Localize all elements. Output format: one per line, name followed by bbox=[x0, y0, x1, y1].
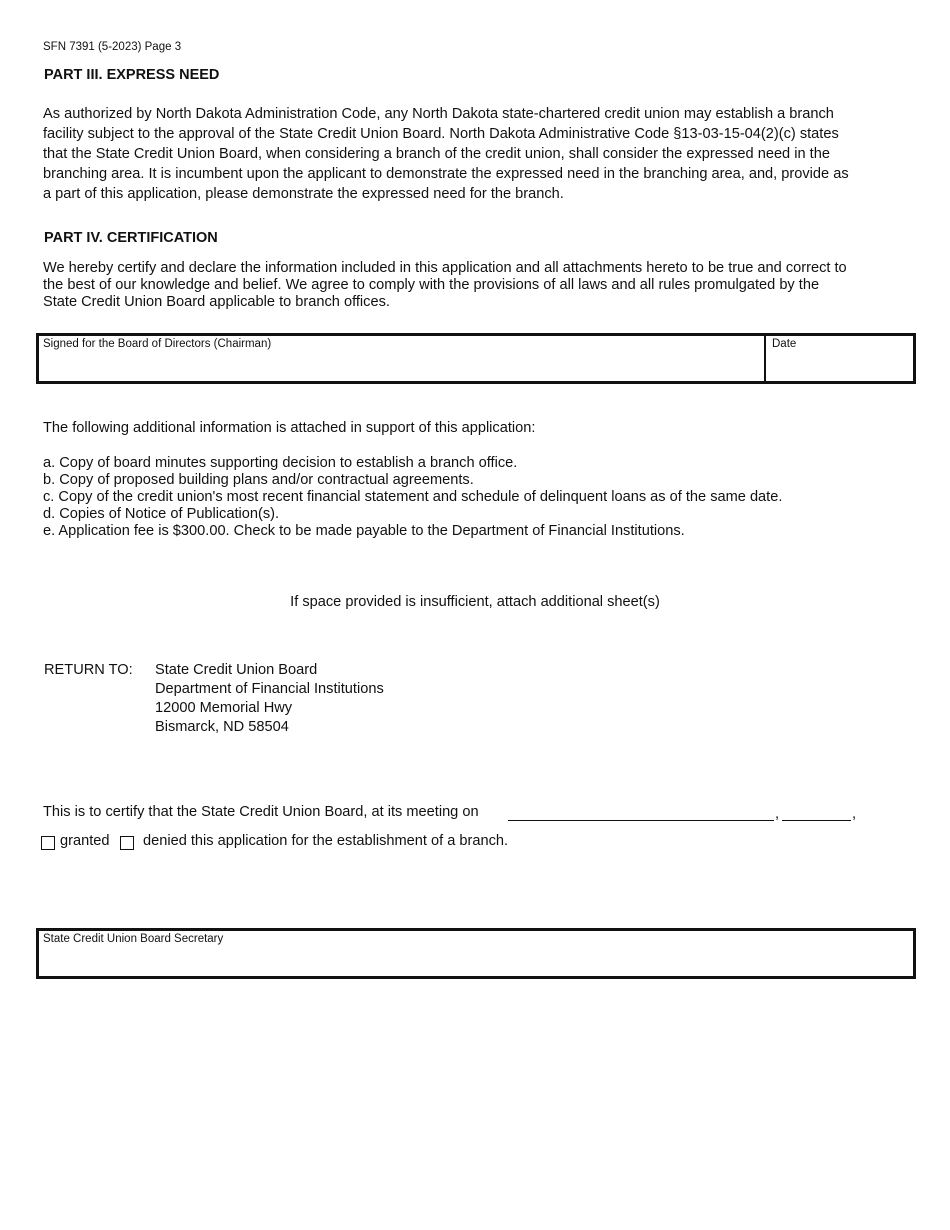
part-iv-paragraph bbox=[43, 260, 908, 311]
secretary-label: State Credit Union Board Secretary bbox=[43, 933, 224, 945]
part-iii-line: that the State Credit Union Board, when considering a branch of the credit union, shall consider the expressed need in the bbox=[43, 146, 830, 162]
part-iii-paragraph bbox=[43, 104, 908, 204]
part-iv-line: We hereby certify and declare the information included in this application and all attachments hereto to be true and correct to bbox=[43, 260, 847, 276]
insufficient-space-note: If space provided is insufficient, attach additional sheet(s) bbox=[290, 594, 660, 610]
part-iii-title: PART III. EXPRESS NEED bbox=[44, 67, 220, 83]
address-line: State Credit Union Board bbox=[155, 662, 318, 678]
address-line: Department of Financial Institutions bbox=[155, 681, 384, 697]
return-address bbox=[155, 661, 384, 737]
date-label: Date bbox=[772, 338, 797, 350]
attachments-list bbox=[43, 455, 782, 540]
denied-checkbox[interactable] bbox=[120, 836, 134, 850]
granted-label: granted bbox=[60, 833, 110, 849]
list-item: d. Copies of Notice of Publication(s). bbox=[43, 506, 280, 522]
signature-box bbox=[36, 333, 916, 384]
list-item: b. Copy of proposed building plans and/or contractual agreements. bbox=[43, 472, 474, 488]
denied-label: denied this application for the establishment of a branch. bbox=[143, 833, 509, 849]
list-item: a. Copy of board minutes supporting decision to establish a branch office. bbox=[43, 455, 518, 471]
address-line: 12000 Memorial Hwy bbox=[155, 700, 293, 716]
part-iii-line: facility subject to the approval of the State Credit Union Board. North Dakota Administrative Code §13-03-15-04(2)(c) states bbox=[43, 126, 839, 142]
address-line: Bismarck, ND 58504 bbox=[155, 719, 289, 735]
year-field[interactable] bbox=[782, 820, 851, 821]
form-code: SFN 7391 (5-2023) Page 3 bbox=[43, 41, 182, 53]
granted-checkbox[interactable] bbox=[41, 836, 55, 850]
list-item: c. Copy of the credit union's most recent financial statement and schedule of delinquent loans as of the same date. bbox=[43, 489, 783, 505]
comma: , bbox=[852, 806, 857, 822]
certify-text: This is to certify that the State Credit Union Board, at its meeting on bbox=[43, 804, 479, 820]
chairman-signature-label: Signed for the Board of Directors (Chairman) bbox=[43, 338, 272, 350]
list-item: e. Application fee is $300.00. Check to be made payable to the Department of Financial Institutions. bbox=[43, 523, 685, 539]
part-iii-line: As authorized by North Dakota Administration Code, any North Dakota state-chartered credit union may establish a branch bbox=[43, 106, 834, 122]
comma: , bbox=[775, 806, 780, 822]
secretary-signature-box[interactable] bbox=[36, 928, 916, 979]
part-iv-line: State Credit Union Board applicable to branch offices. bbox=[43, 294, 390, 310]
part-iv-title: PART IV. CERTIFICATION bbox=[44, 230, 218, 246]
chairman-signature-field[interactable] bbox=[39, 336, 764, 381]
signature-date-field[interactable] bbox=[767, 336, 913, 381]
return-to-label: RETURN TO: bbox=[44, 662, 133, 678]
meeting-date-field[interactable] bbox=[508, 820, 774, 821]
signature-box-divider bbox=[764, 336, 766, 381]
part-iv-line: the best of our knowledge and belief. We agree to comply with the provisions of all laws and all rules promulgated by the bbox=[43, 277, 820, 293]
part-iii-line: a part of this application, please demonstrate the expressed need for the branch. bbox=[43, 186, 564, 202]
part-iii-line: branching area. It is incumbent upon the applicant to demonstrate the expressed need in the branching area, and, provide as bbox=[43, 166, 849, 182]
attachments-intro: The following additional information is attached in support of this application: bbox=[43, 420, 536, 436]
